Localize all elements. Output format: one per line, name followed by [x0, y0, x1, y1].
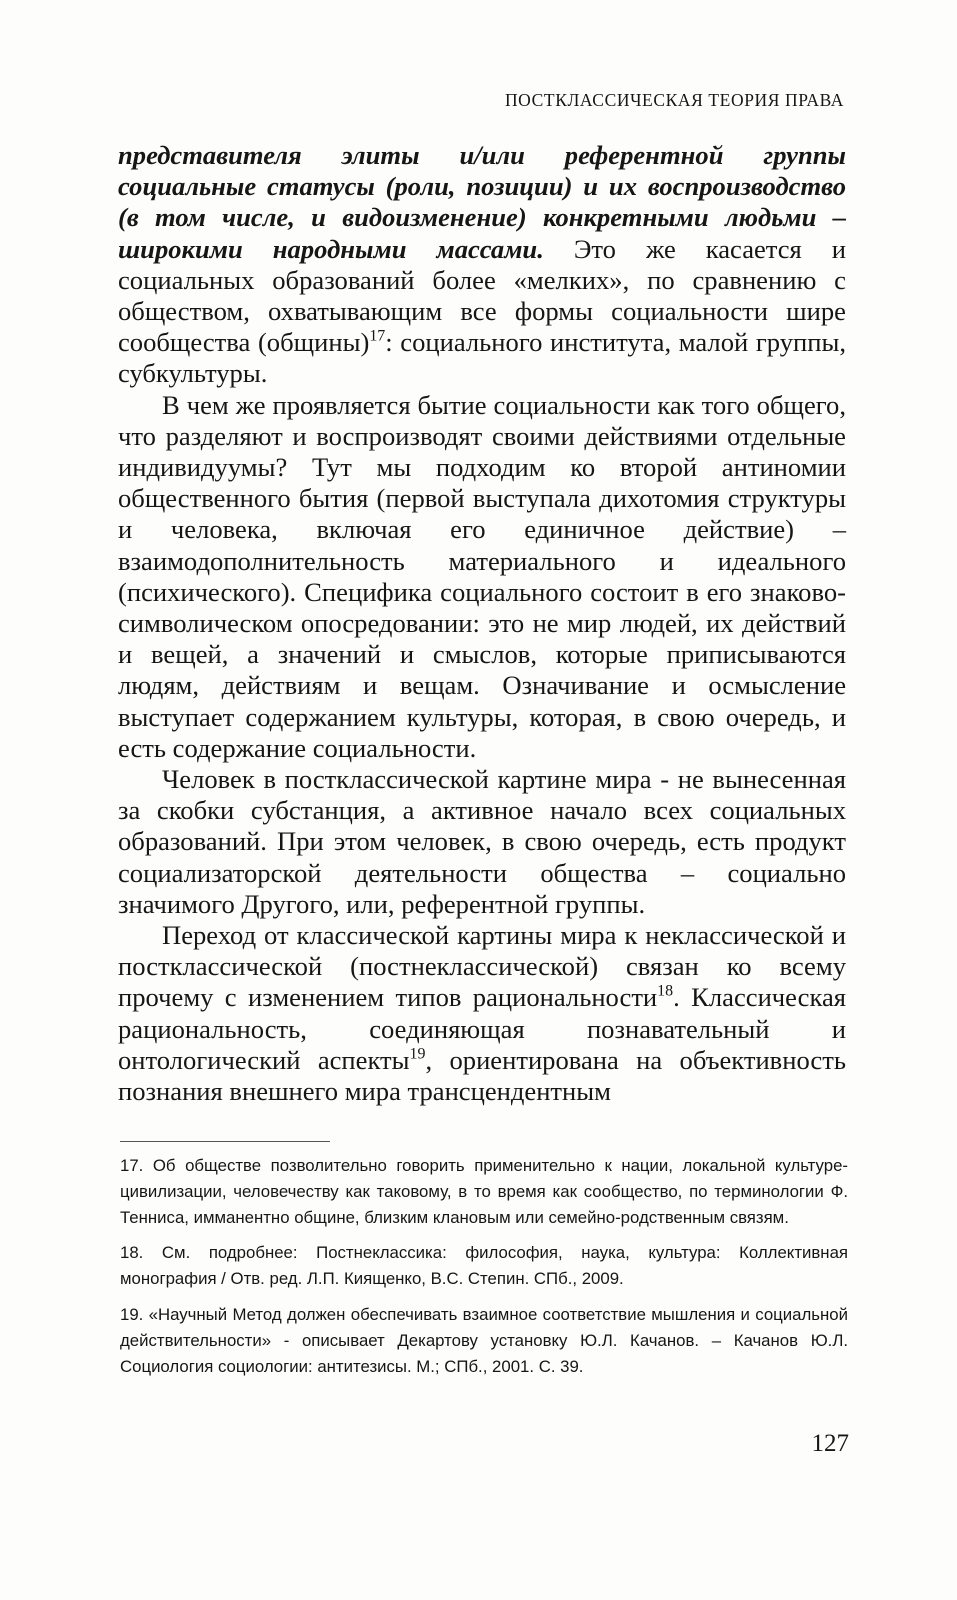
paragraph-4-part-c: , ориентирована на объективность познания внешнего мира трансцендентным [118, 1044, 846, 1107]
paragraph-1-text: Это же касается и социальных образований более «мелких», по сравнению с обществом, охватывающим все формы социальности шире сообщества (общины) [118, 233, 846, 358]
paragraph-4 [118, 920, 846, 1107]
footnote-17: 17. Об обществе позволительно говорить применительно к нации, локальной культуре-цивилизации, человечеству как таковому, в то время как сообщество, по терминологии Ф. Тенниса, имманентно общине, близким клановым или семейно-родственным связям. [120, 1156, 848, 1227]
paragraph-4-part-b: . Классическая рациональность, соединяющая познавательный и онтологический аспекты [118, 982, 846, 1075]
paragraph-1 [118, 140, 846, 390]
footnote-18: 18. См. подробнее: Постнеклассика: философия, наука, культура: Коллективная монография / Отв. ред. Л.П. Киященко, В.С. Степин. СПб., 2009. [120, 1243, 848, 1289]
footnote-ref-18[interactable]: 18 [657, 983, 674, 1001]
footnote-19: 19. «Научный Метод должен обеспечивать взаимное соответствие мышления и социальной действительности» - описывает Декартову установку Ю.Л. Качанов. – Качанов Ю.Л. Социология социологии: антитезисы. М.; СПб., 2001. С. 39. [120, 1304, 848, 1376]
footnote-ref-19[interactable]: 19 [409, 1045, 426, 1063]
paragraph-1-tail: : социального института, малой группы, субкультуры. [118, 327, 846, 389]
paragraph-2: В чем же проявляется бытие социальности как того общего, что разделяют и воспроизводят своими действиями отдельные индивидуумы? Тут мы подходим ко второй антиномии общественного бытия (первой выступала дихотомия структуры и человека, включая его единичное действие) – взаимодополнительность материального и идеального (психического). Специфика социального состоит в его знаково-символическом опосредовании: это не мир людей, их действий и вещей, а значений и смыслов, которые приписываются людям, действиям и вещам. Означивание и осмысление выступает содержанием культуры, которая, в свою очередь, и есть содержание социальности. [118, 389, 846, 763]
main-text [118, 140, 846, 1107]
footnotes [120, 1153, 848, 1389]
footnote-divider [120, 1141, 330, 1142]
footnote-ref-17[interactable]: 17 [369, 327, 386, 345]
paragraph-4-part-a: Переход от классической картины мира к неклассической и постклассической (постнеклассической) связан ко всему прочему с изменением типов рациональности [118, 920, 846, 1013]
running-header: ПОСТКЛАССИЧЕСКАЯ ТЕОРИЯ ПРАВА [504, 90, 844, 110]
bold-italic-phrase: представителя элиты и/или референтной группы социальные статусы (роли, позиции) и их воспроизводство (в том числе, и видоизменение) конкретными людьми – широкими народными массами. [118, 140, 846, 264]
page-number: 127 [811, 1430, 849, 1457]
paragraph-3: Человек в постклассической картине мира - не вынесенная за скобки субстанция, а активное начало всех социальных образований. При этом человек, в свою очередь, есть продукт социализаторской деятельности общества – социально значимого Другого, или, референтной группы. [118, 764, 846, 919]
